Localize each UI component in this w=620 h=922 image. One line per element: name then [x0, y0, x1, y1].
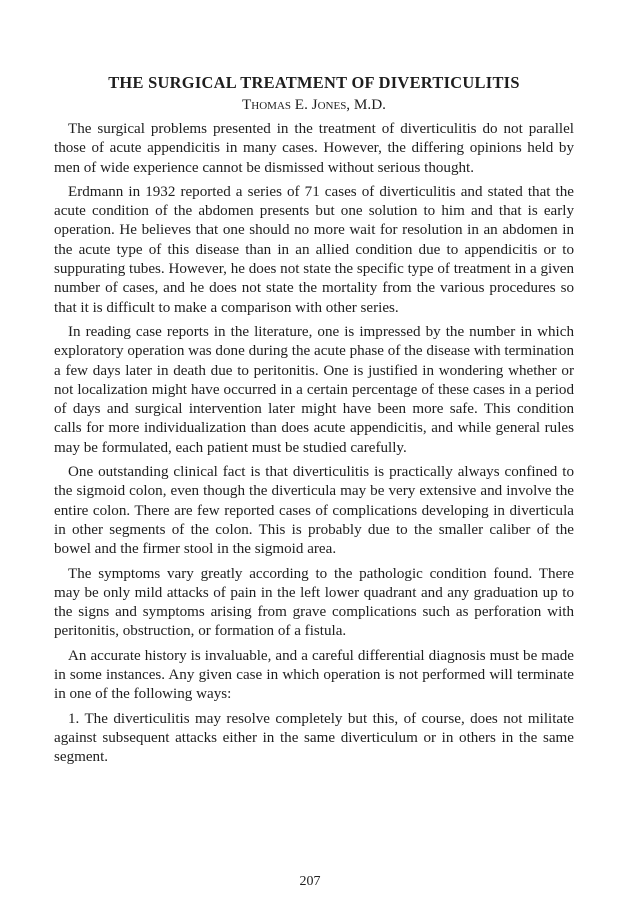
- paragraph-3: In reading case reports in the literature, one is impressed by the number in which exploratory operation was done during the acute phase of the disease with termination a few days later in death due to peritonitis. One is justified in wondering whether or not localization might have occurred in a certain percentage of these cases in a period of days and surgical intervention later might have been more safe. This condition calls for more individualization than does acute appendicitis, and while general rules may be formulated, each patient must be studied carefully.: [54, 323, 574, 456]
- page-number: 207: [299, 874, 321, 889]
- article: [54, 72, 574, 773]
- paragraph-6: An accurate history is invaluable, and a careful differential diagnosis must be made in some instances. Any given case in which operation is not performed will terminate in one of the following ways:: [54, 647, 574, 703]
- paragraph-4: One outstanding clinical fact is that diverticulitis is practically always confined to the sigmoid colon, even though the diverticula may be very extensive and involve the entire colon. There are few reported cases of complications developing in diverticula in other segments of the colon. This is probably due to the smaller caliber of the bowel and the firmer stool in the sigmoid area.: [54, 464, 574, 558]
- paragraph-7: 1. The diverticulitis may resolve completely but this, of course, does not militate against subsequent attacks either in the same diverticulum or in others in the same segment.: [54, 710, 574, 766]
- paragraph-1: The surgical problems presented in the treatment of diverticulitis do not parallel those of acute appendicitis in many cases. However, the differing opinions held by men of wide experience cannot be dismissed without serious thought.: [54, 121, 574, 176]
- paragraph-5: The symptoms vary greatly according to the pathologic condition found. There may be only mild attacks of pain in the left lower quadrant and any graduation up to the signs and symptoms arising from grave complications such as perforation with peritonitis, obstruction, or formation of a fistula.: [54, 565, 574, 640]
- article-title: THE SURGICAL TREATMENT OF DIVERTICULITIS: [108, 73, 520, 92]
- article-author: Thomas E. Jones, M.D.: [242, 96, 386, 113]
- paragraph-2: Erdmann in 1932 reported a series of 71 cases of diverticulitis and stated that the acute condition of the abdomen presents but one solution to him and that is early operation. He believes that one should no more wait for resolution in an abdomen in the acute type of this disease than in an allied condition due to appendicitis or to suppurating tubes. However, he does not state the specific type of treatment in a given number of cases, and he does not state the mortality from the various procedures so that it is difficult to make a comparison with other series.: [54, 183, 574, 316]
